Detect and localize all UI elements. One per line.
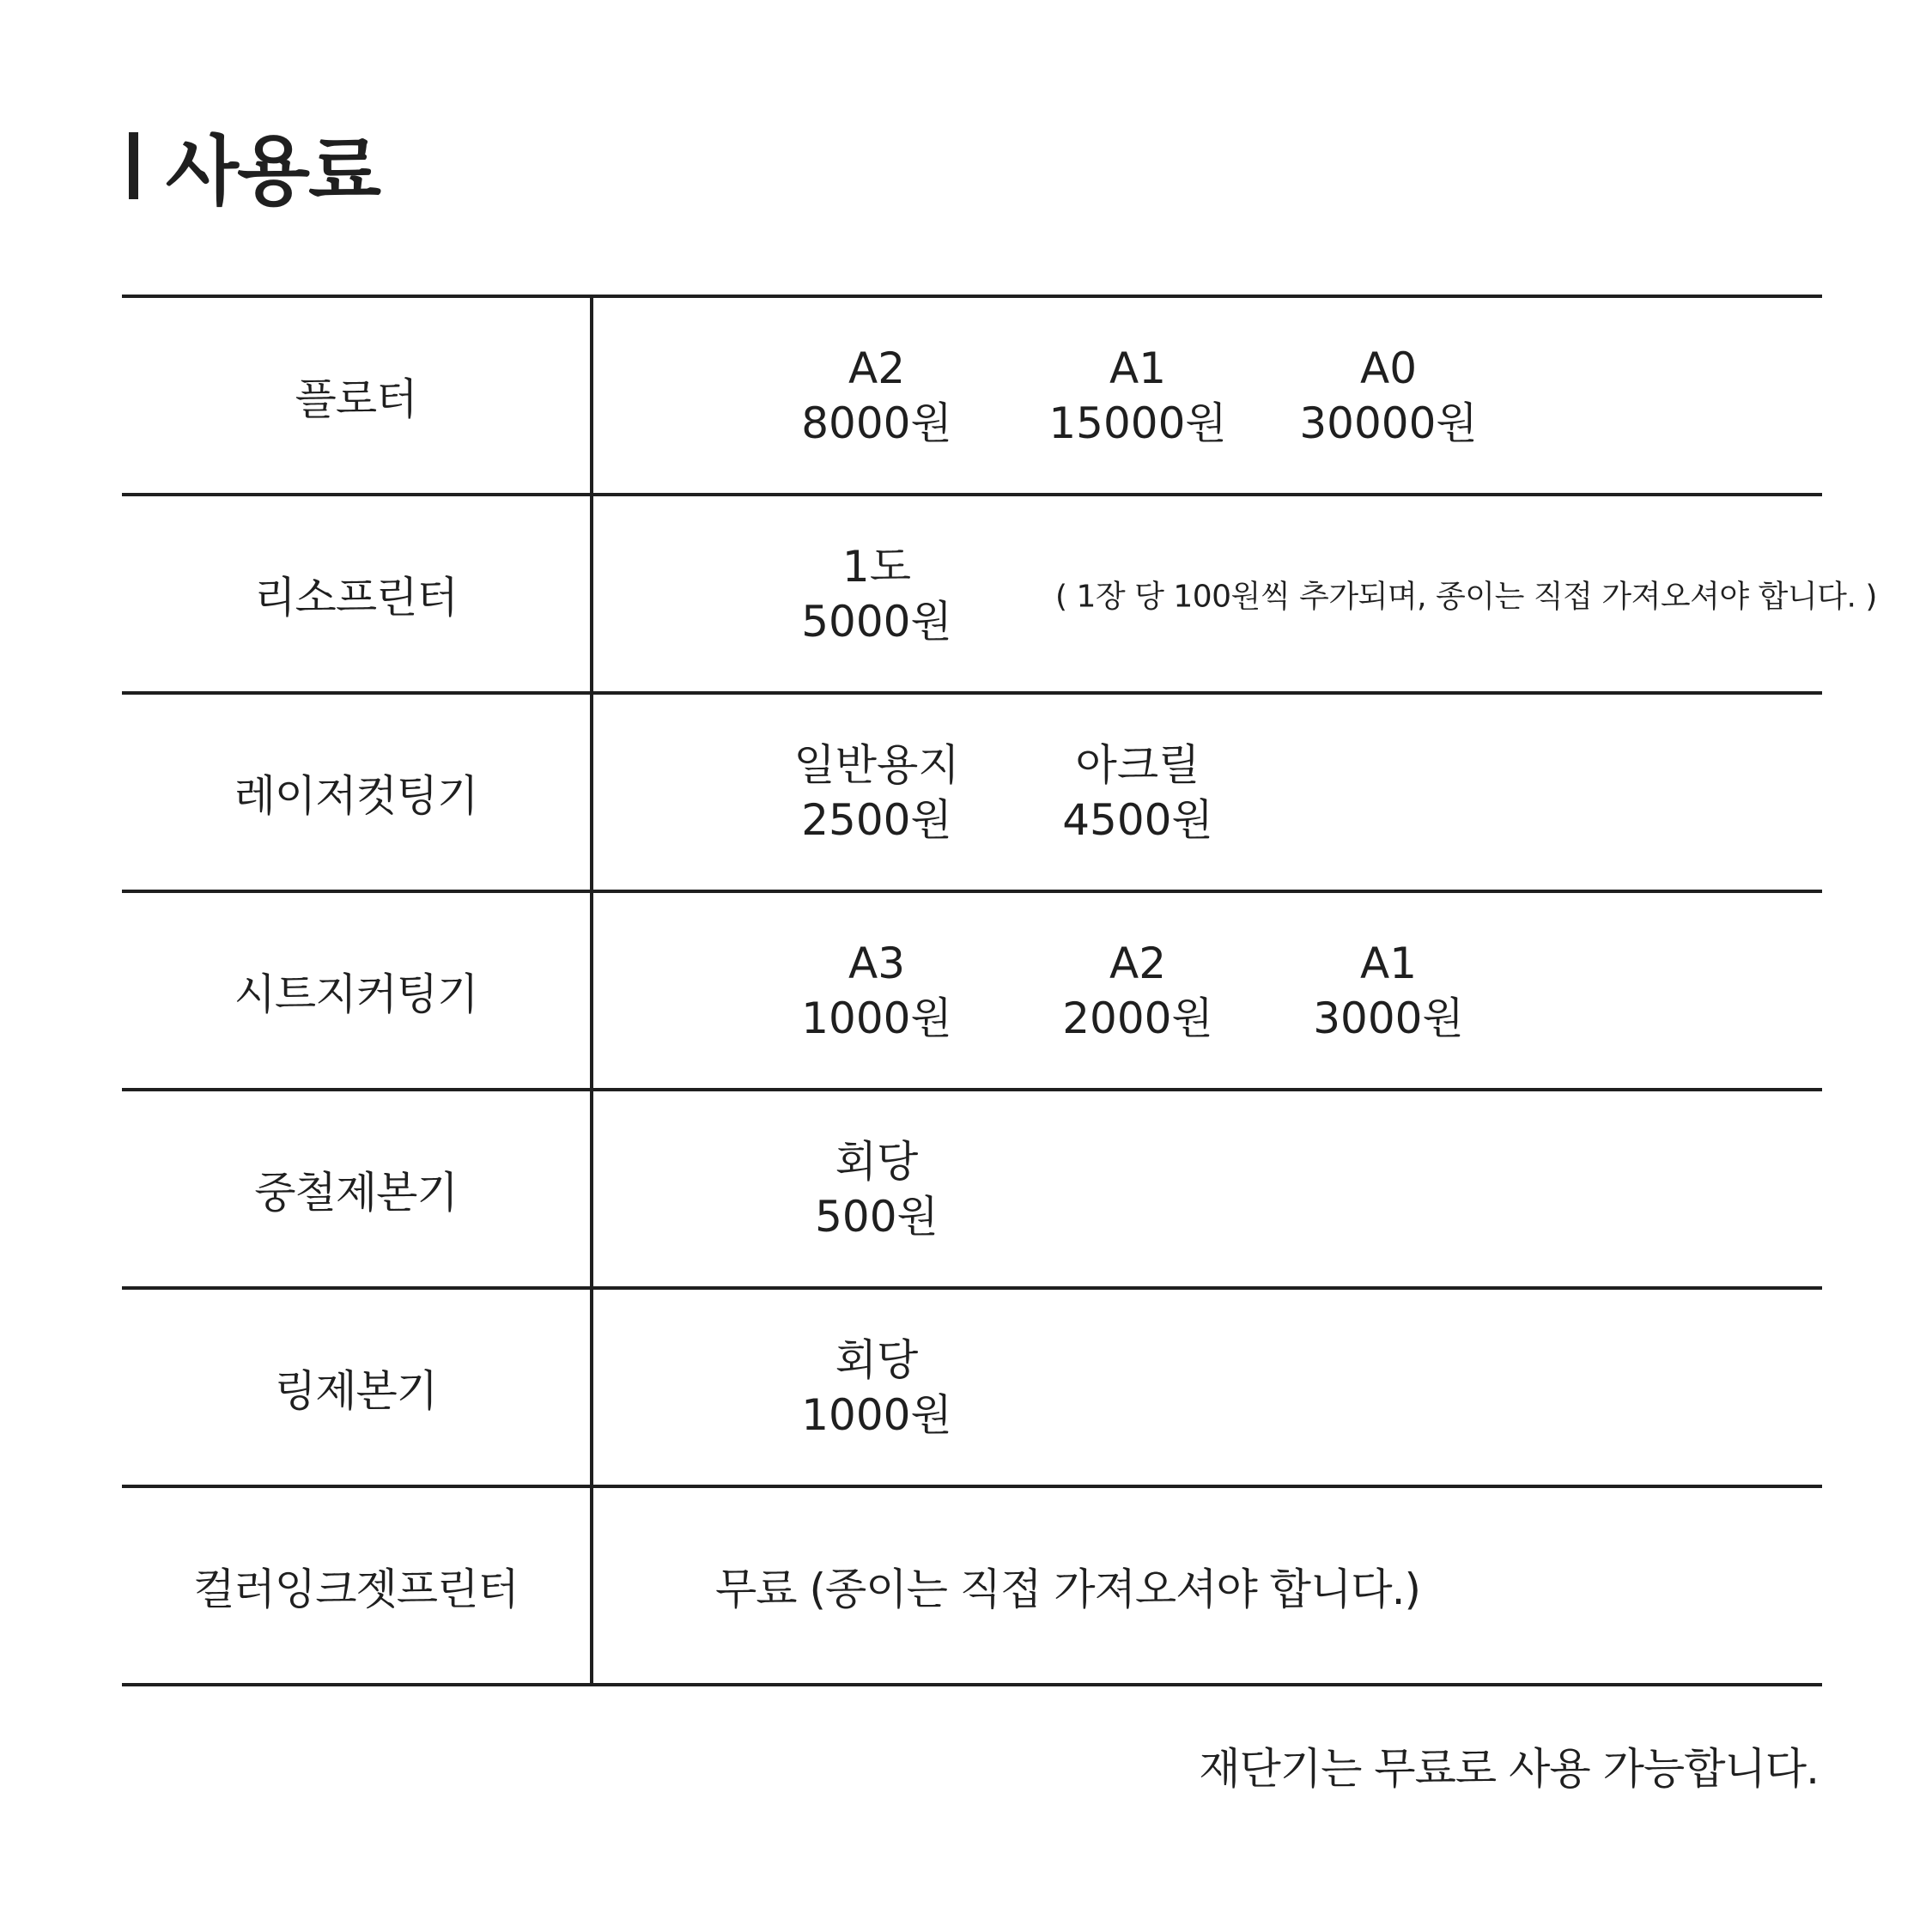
option-price: 3000원	[1313, 993, 1464, 1043]
row-content	[593, 298, 1822, 493]
footer-note: 재단기는 무료로 사용 가능합니다.	[1199, 1744, 1819, 1794]
row-label: 플로터	[122, 298, 593, 493]
price-option	[801, 1333, 952, 1443]
option-price: 8000원	[801, 398, 952, 448]
price-option	[801, 936, 952, 1046]
row-label: 리소프린터	[122, 496, 593, 691]
option-name: 회당	[835, 1334, 919, 1385]
table-row-sheet-cutter	[122, 893, 1822, 1091]
price-option	[1062, 936, 1213, 1046]
title-text: 사용료	[166, 127, 380, 216]
row-content	[593, 695, 1822, 890]
row-label: 시트지커팅기	[122, 893, 593, 1088]
price-option	[1062, 738, 1213, 848]
table-row-color-inkjet	[122, 1488, 1822, 1686]
row-content	[593, 1488, 1822, 1683]
option-price: 1000원	[801, 993, 952, 1043]
table-row-saddle-binder	[122, 1091, 1822, 1290]
price-option	[815, 1134, 939, 1244]
option-name: 아크릴	[1075, 739, 1200, 790]
row-content	[593, 1290, 1822, 1485]
option-name: A1	[1359, 938, 1418, 988]
riso-note: ( 1장 당 100원씩 추가되며, 종이는 직접 가져오셔야 합니다. )	[1055, 579, 1877, 614]
row-content	[593, 1091, 1822, 1286]
option-name: 회당	[835, 1136, 919, 1187]
option-price: 500원	[815, 1191, 939, 1242]
option-price: 30000원	[1299, 398, 1478, 448]
option-name: 1도	[841, 541, 912, 592]
table-row-riso-printer	[122, 496, 1877, 695]
price-option	[1299, 341, 1477, 451]
row-label: 링제본기	[122, 1290, 593, 1485]
option-name: A2	[1109, 938, 1167, 988]
page-title	[129, 118, 380, 216]
option-name: A2	[848, 343, 906, 393]
price-option	[801, 539, 952, 649]
option-price: 15000원	[1048, 398, 1227, 448]
row-label: 컬러잉크젯프린터	[122, 1488, 593, 1683]
row-label: 중철제본기	[122, 1091, 593, 1286]
price-option	[793, 738, 959, 848]
option-price: 2000원	[1062, 993, 1213, 1043]
option-name: A3	[848, 938, 906, 988]
option-name: 일반용지	[793, 739, 960, 790]
price-option	[1048, 341, 1226, 451]
row-content	[593, 496, 1877, 691]
table-row-ring-binder	[122, 1290, 1822, 1488]
inkjet-free-note: 무료 (종이는 직접 가져오셔야 합니다.)	[715, 1564, 1420, 1614]
title-accent-bar	[129, 132, 138, 199]
row-label: 레이저컷팅기	[122, 695, 593, 890]
table-row-laser-cutter	[122, 695, 1822, 893]
row-content	[593, 893, 1822, 1088]
option-price: 1000원	[801, 1389, 952, 1440]
price-option	[1313, 936, 1464, 1046]
table-row-plotter	[122, 298, 1822, 496]
option-price: 4500원	[1062, 794, 1213, 845]
option-name: A0	[1359, 343, 1418, 393]
price-option	[801, 341, 952, 451]
option-price: 2500원	[801, 794, 952, 845]
option-name: A1	[1109, 343, 1167, 393]
pricing-table	[122, 295, 1877, 1686]
option-price: 5000원	[801, 596, 952, 647]
